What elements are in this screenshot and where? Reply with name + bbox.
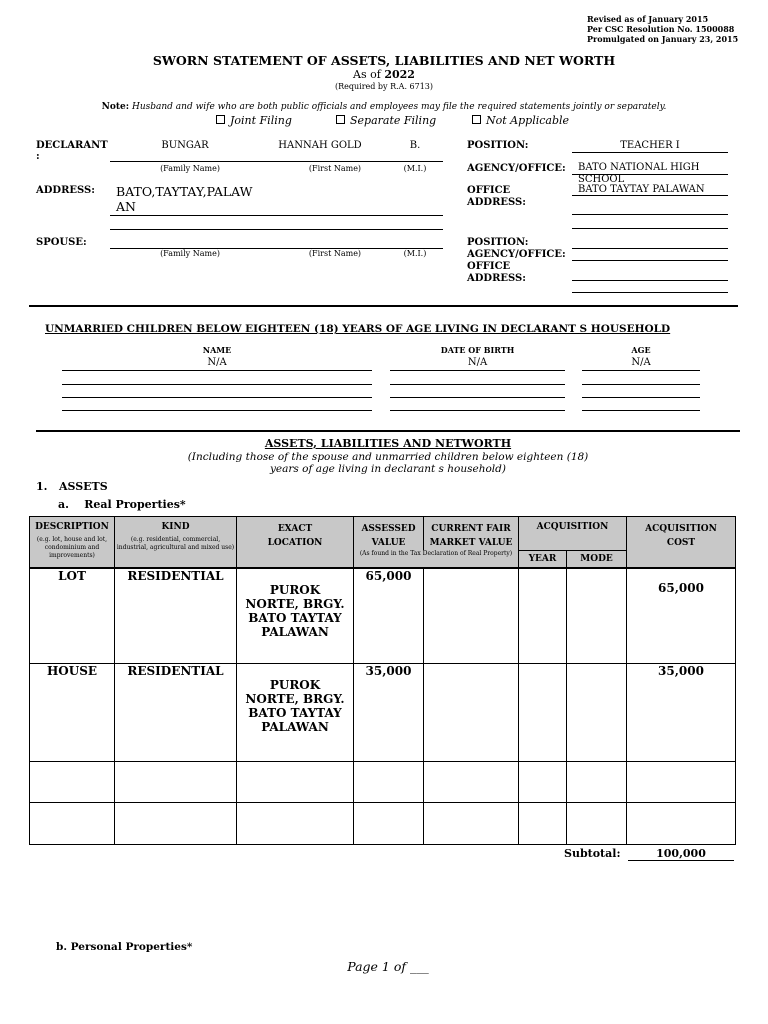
row-mode[interactable]	[567, 663, 627, 761]
real-properties-table	[29, 516, 736, 845]
header-kind	[115, 517, 237, 569]
child-row-line	[62, 397, 372, 398]
spouse-office-label: OFFICE	[467, 261, 511, 272]
row-year[interactable]	[519, 761, 567, 802]
kind-subheader: (e.g. residential, commercial, industrial, agricultural and mixed use)	[116, 536, 235, 551]
assessed-header-1: ASSESSED	[361, 524, 416, 534]
child-row-line	[62, 384, 372, 385]
checkbox-icon[interactable]	[472, 115, 481, 124]
office-address-line	[572, 228, 728, 229]
office-address-line	[572, 214, 728, 215]
mi-caption: (M.I.)	[403, 164, 427, 173]
agency-line-2: SCHOOL	[578, 174, 625, 185]
as-of-line	[0, 68, 768, 81]
table-row	[30, 761, 736, 802]
header-acquisition: ACQUISITION	[519, 517, 627, 551]
child-row-line	[390, 397, 565, 398]
spouse-office-line	[572, 292, 728, 293]
description-header: DESCRIPTION	[35, 522, 109, 532]
row-cost[interactable]	[627, 761, 736, 802]
row-fair-value[interactable]	[424, 568, 519, 663]
row-mode[interactable]	[567, 568, 627, 663]
first-name-caption: (First Name)	[308, 164, 362, 173]
declarant-colon: :	[36, 151, 40, 162]
office-address-label	[467, 185, 526, 209]
fair-header-1: CURRENT FAIR	[431, 524, 511, 534]
row-assessed[interactable]	[354, 802, 424, 844]
office-address-line	[572, 195, 728, 196]
position-line	[572, 152, 728, 153]
joint-filing-option[interactable]	[216, 114, 292, 127]
row-kind[interactable]	[115, 761, 237, 802]
children-age-header: AGE	[631, 345, 651, 355]
spouse-position-line	[572, 248, 728, 249]
assets-subtitle-1: (Including those of the spouse and unmarried children below eighteen (18)	[187, 451, 589, 463]
office-label: OFFICE	[467, 185, 511, 196]
promulgated-date: Promulgated on January 23, 2015	[587, 34, 739, 44]
spouse-right-labels	[467, 237, 566, 285]
value-subheader: (As found in the Tax Declaration of Real Property)	[359, 550, 513, 557]
note-label: Note:	[101, 102, 130, 112]
child-row-line	[62, 370, 372, 371]
row-assessed[interactable]: 65,000	[354, 568, 424, 663]
csc-resolution: Per CSC Resolution No. 1500088	[587, 24, 735, 34]
header-fair-value	[424, 517, 519, 551]
office-address-caption: ADDRESS:	[467, 197, 526, 208]
assets-label: 1. ASSETS	[36, 480, 108, 493]
cost-header-2: COST	[666, 538, 696, 548]
row-kind[interactable]: RESIDENTIAL	[115, 663, 237, 761]
section-divider	[29, 305, 738, 307]
declarant-address[interactable]	[116, 184, 253, 214]
separate-filing-label: Separate Filing	[350, 114, 437, 127]
real-properties-label: a. Real Properties*	[58, 498, 186, 511]
child-row-line	[390, 370, 565, 371]
assets-subtitle-2: years of age living in declarant s household)	[270, 463, 506, 475]
child-row-line	[582, 397, 700, 398]
row-mode[interactable]	[567, 761, 627, 802]
family-name-caption: (Family Name)	[160, 164, 220, 173]
child-row-line	[582, 410, 700, 411]
header-assessed	[354, 517, 424, 551]
spouse-agency-label: AGENCY/OFFICE:	[467, 249, 566, 260]
row-location[interactable]: PUROK NORTE, BRGY. BATO TAYTAY PALAWAN	[237, 568, 354, 663]
spouse-first-caption: (First Name)	[308, 249, 362, 258]
note	[0, 102, 768, 112]
joint-filing-label: Joint Filing	[230, 114, 292, 127]
subtotal-label: Subtotal:	[564, 847, 621, 860]
row-cost[interactable]	[627, 802, 736, 844]
spouse-label: SPOUSE:	[36, 237, 87, 248]
row-assessed[interactable]: 35,000	[354, 663, 424, 761]
declarant-first-name[interactable]: HANNAH GOLD	[278, 140, 362, 151]
agency-line-1: BATO NATIONAL HIGH	[578, 162, 700, 173]
page-number: Page 1 of ___	[347, 959, 429, 974]
position-label: POSITION:	[467, 140, 529, 151]
checkbox-icon[interactable]	[216, 115, 225, 124]
header-cost	[627, 517, 736, 569]
table-row	[30, 663, 736, 761]
address-label: ADDRESS:	[36, 185, 95, 196]
header-description	[30, 517, 115, 569]
address-line	[110, 229, 443, 230]
required-by: (Required by R.A. 6713)	[334, 82, 434, 91]
page-title: SWORN STATEMENT OF ASSETS, LIABILITIES AND NET WORTH	[152, 53, 616, 68]
children-age-value[interactable]: N/A	[631, 357, 651, 368]
assessed-header-2: VALUE	[371, 538, 406, 548]
row-location[interactable]: PUROK NORTE, BRGY. BATO TAYTAY PALAWAN	[237, 663, 354, 761]
kind-header: KIND	[161, 522, 190, 532]
position-value[interactable]: TEACHER I	[620, 140, 680, 151]
subtotal-line	[628, 860, 734, 861]
row-mode[interactable]	[567, 802, 627, 844]
row-kind[interactable]	[115, 802, 237, 844]
child-row-line	[582, 384, 700, 385]
section-divider	[36, 430, 740, 432]
row-fair-value[interactable]	[424, 761, 519, 802]
address-line-2: AN	[116, 199, 136, 214]
child-row-line	[390, 384, 565, 385]
agency-line	[572, 174, 728, 175]
spouse-position-label: POSITION:	[467, 237, 529, 248]
revision-info	[587, 14, 738, 44]
children-dob-header: DATE OF BIRTH	[440, 345, 515, 355]
subtotal-value[interactable]: 100,000	[656, 847, 706, 860]
location-header-2: LOCATION	[267, 538, 323, 548]
as-of-year: 2022	[384, 68, 415, 81]
row-description[interactable]: LOT	[30, 568, 115, 663]
children-dob-value[interactable]: N/A	[467, 357, 488, 368]
declarant-label: DECLARANT	[36, 140, 108, 151]
description-subheader: (e.g. lot, house and lot, condominium and improvements)	[36, 536, 108, 559]
declarant-family-name[interactable]: BUNGAR	[161, 140, 209, 151]
children-name-header: NAME	[202, 345, 232, 355]
row-fair-value[interactable]	[424, 802, 519, 844]
children-name-value[interactable]: N/A	[207, 357, 227, 368]
cost-header-1: ACQUISITION	[645, 524, 717, 534]
revised-date: Revised as of January 2015	[587, 14, 709, 24]
row-description[interactable]	[30, 802, 115, 844]
address-line-1: BATO,TAYTAY,PALAW	[116, 184, 253, 199]
header-value-note	[354, 550, 519, 568]
fair-header-2: MARKET VALUE	[429, 538, 513, 548]
row-description[interactable]: HOUSE	[30, 663, 115, 761]
child-row-line	[62, 410, 372, 411]
row-cost[interactable]: 35,000	[627, 663, 736, 761]
row-location[interactable]	[237, 802, 354, 844]
spouse-agency-line	[572, 260, 728, 261]
spouse-family-caption: (Family Name)	[160, 249, 220, 258]
header-location	[237, 517, 354, 569]
row-location[interactable]	[237, 761, 354, 802]
spouse-mi-caption: (M.I.)	[403, 249, 427, 258]
address-line	[110, 215, 443, 216]
row-year[interactable]	[519, 568, 567, 663]
not-applicable-option[interactable]	[472, 114, 569, 127]
location-header-1: EXACT	[277, 524, 313, 534]
children-heading: UNMARRIED CHILDREN BELOW EIGHTEEN (18) YEARS OF AGE LIVING IN DECLARANT S HOUSEHOLD	[45, 323, 671, 335]
note-text: Husband and wife who are both public officials and employees may file the required statements jointly or separately.	[131, 102, 667, 112]
row-cost[interactable]: 65,000	[627, 568, 736, 663]
as-of-label: As of	[353, 68, 381, 81]
child-row-line	[390, 410, 565, 411]
personal-properties-label: b. Personal Properties*	[56, 941, 193, 953]
declarant-name-line	[110, 161, 443, 162]
not-applicable-label: Not Applicable	[486, 114, 570, 127]
row-year[interactable]	[519, 663, 567, 761]
row-assessed[interactable]	[354, 761, 424, 802]
row-fair-value[interactable]	[424, 663, 519, 761]
row-description[interactable]	[30, 761, 115, 802]
declarant-mi[interactable]: B.	[409, 140, 421, 151]
separate-filing-option[interactable]	[336, 114, 436, 127]
table-row	[30, 568, 736, 663]
row-kind[interactable]: RESIDENTIAL	[115, 568, 237, 663]
spouse-office-line	[572, 280, 728, 281]
child-row-line	[582, 370, 700, 371]
table-row	[30, 802, 736, 844]
office-address-value[interactable]: BATO TAYTAY PALAWAN	[578, 184, 705, 195]
agency-label: AGENCY/OFFICE:	[467, 163, 566, 174]
spouse-address-label: ADDRESS:	[467, 273, 526, 284]
checkbox-icon[interactable]	[336, 115, 345, 124]
header-mode: MODE	[567, 550, 627, 568]
row-year[interactable]	[519, 802, 567, 844]
header-year: YEAR	[519, 550, 567, 568]
assets-title: ASSETS, LIABILITIES AND NETWORTH	[264, 437, 512, 450]
